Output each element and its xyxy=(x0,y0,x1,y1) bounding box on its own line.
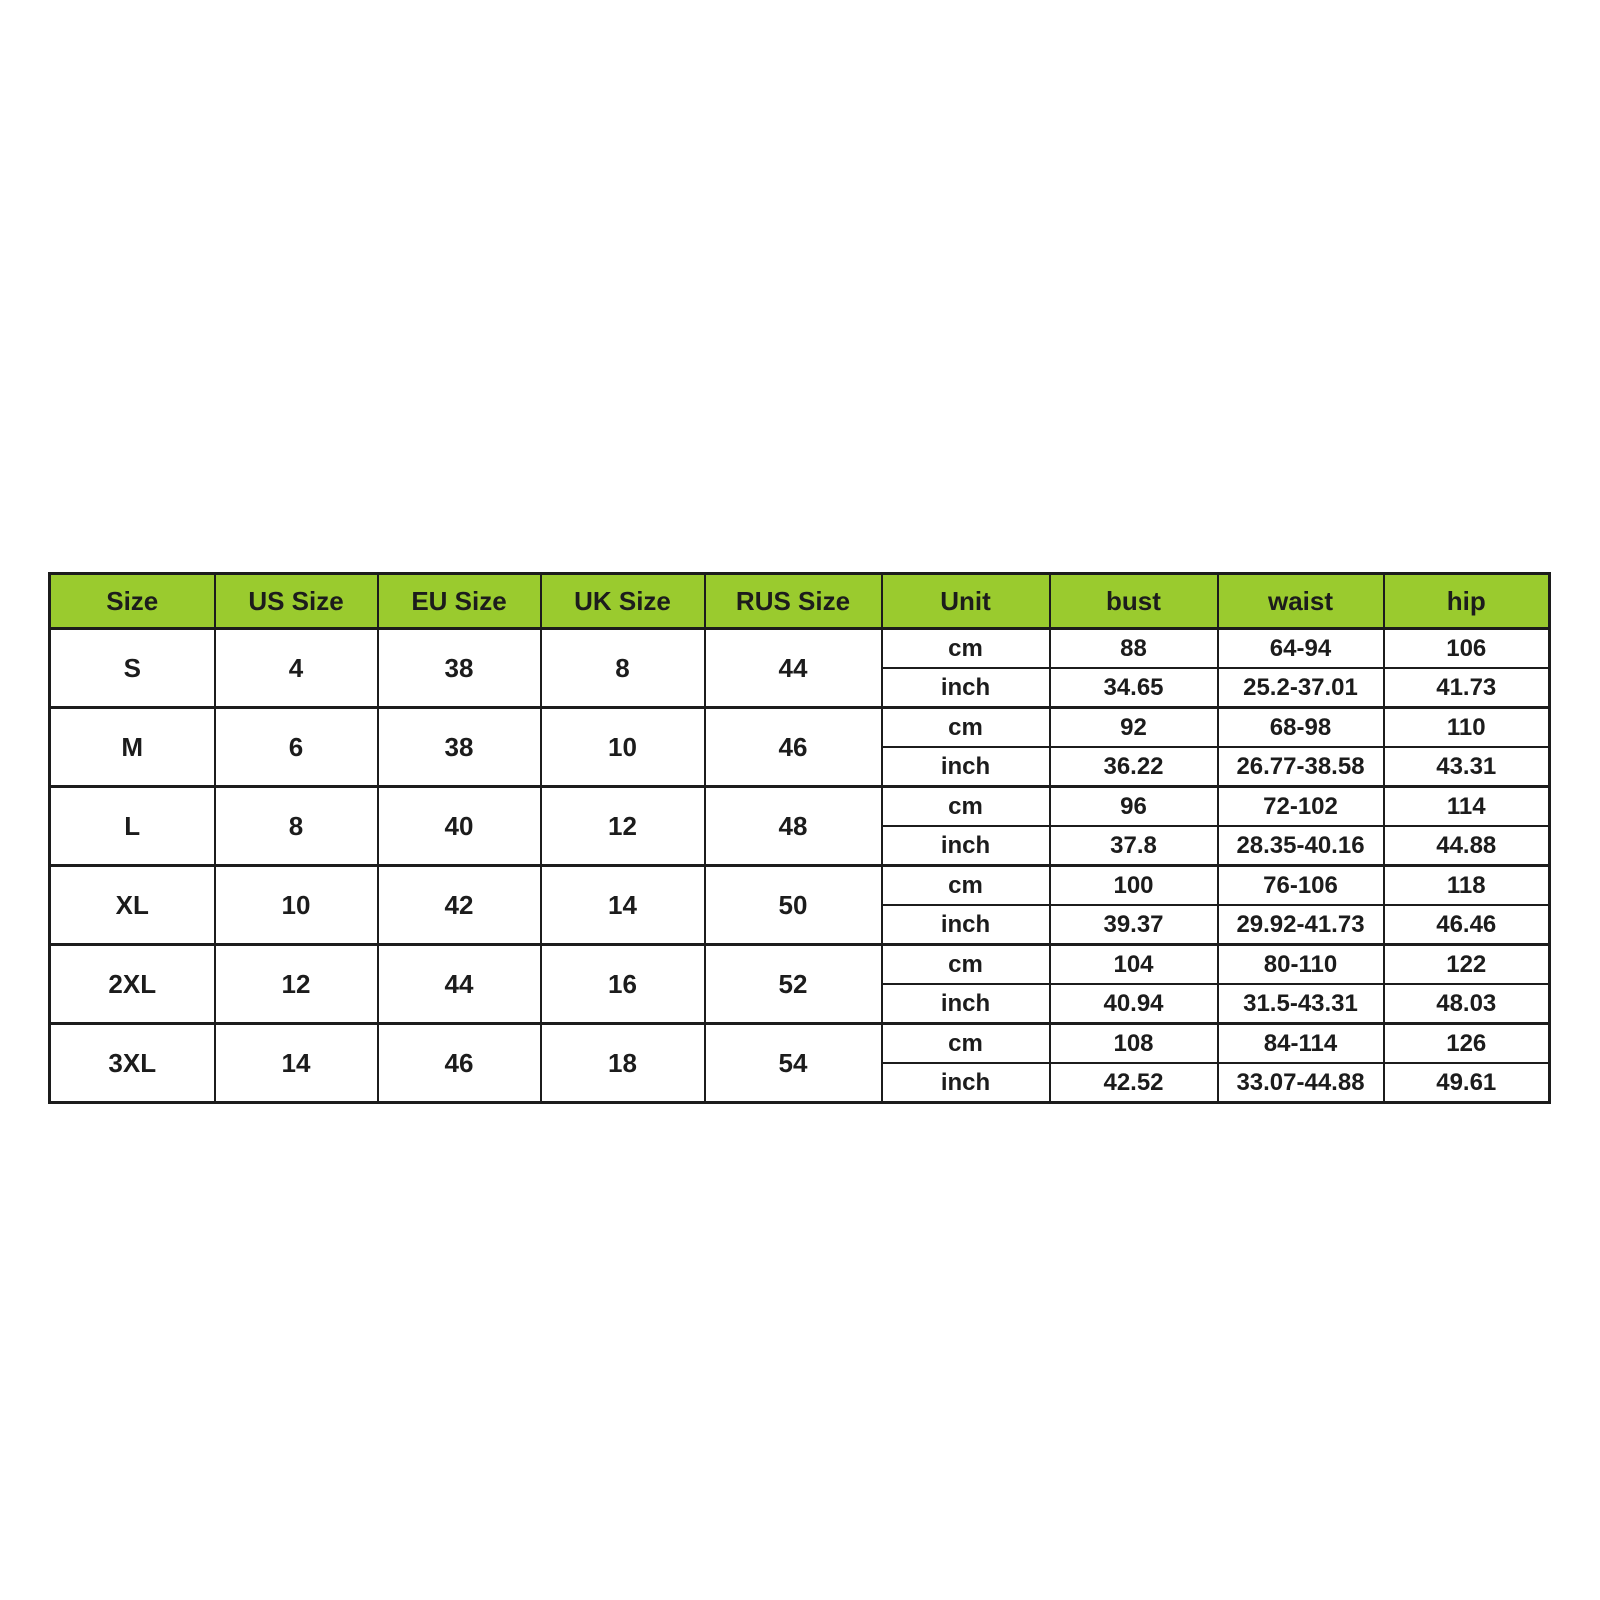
hip-inch-cell: 43.31 xyxy=(1384,747,1550,787)
header-us-size: US Size xyxy=(215,574,378,629)
size-cell: S xyxy=(50,629,215,708)
waist-inch-cell: 26.77-38.58 xyxy=(1218,747,1384,787)
header-uk-size: UK Size xyxy=(541,574,705,629)
hip-inch-cell: 49.61 xyxy=(1384,1063,1550,1103)
rus-size-cell: 46 xyxy=(705,708,882,787)
us-size-cell: 4 xyxy=(215,629,378,708)
waist-cm-cell: 80-110 xyxy=(1218,945,1384,985)
us-size-cell: 14 xyxy=(215,1024,378,1103)
eu-size-cell: 42 xyxy=(378,866,541,945)
unit-cm-label: cm xyxy=(882,629,1050,669)
hip-cm-cell: 114 xyxy=(1384,787,1550,827)
unit-inch-label: inch xyxy=(882,1063,1050,1103)
table-row xyxy=(50,1024,1550,1064)
rus-size-cell: 54 xyxy=(705,1024,882,1103)
hip-cm-cell: 118 xyxy=(1384,866,1550,906)
hip-inch-cell: 44.88 xyxy=(1384,826,1550,866)
size-cell: 3XL xyxy=(50,1024,215,1103)
eu-size-cell: 40 xyxy=(378,787,541,866)
header-waist: waist xyxy=(1218,574,1384,629)
unit-inch-label: inch xyxy=(882,984,1050,1024)
bust-cm-cell: 96 xyxy=(1050,787,1218,827)
header-unit: Unit xyxy=(882,574,1050,629)
unit-cm-label: cm xyxy=(882,945,1050,985)
uk-size-cell: 12 xyxy=(541,787,705,866)
bust-inch-cell: 40.94 xyxy=(1050,984,1218,1024)
waist-cm-cell: 68-98 xyxy=(1218,708,1384,748)
header-bust: bust xyxy=(1050,574,1218,629)
header-rus-size: RUS Size xyxy=(705,574,882,629)
waist-cm-cell: 84-114 xyxy=(1218,1024,1384,1064)
unit-inch-label: inch xyxy=(882,905,1050,945)
waist-cm-cell: 76-106 xyxy=(1218,866,1384,906)
bust-inch-cell: 34.65 xyxy=(1050,668,1218,708)
uk-size-cell: 8 xyxy=(541,629,705,708)
eu-size-cell: 38 xyxy=(378,708,541,787)
eu-size-cell: 46 xyxy=(378,1024,541,1103)
bust-cm-cell: 100 xyxy=(1050,866,1218,906)
rus-size-cell: 48 xyxy=(705,787,882,866)
waist-inch-cell: 33.07-44.88 xyxy=(1218,1063,1384,1103)
unit-inch-label: inch xyxy=(882,668,1050,708)
size-cell: XL xyxy=(50,866,215,945)
hip-inch-cell: 41.73 xyxy=(1384,668,1550,708)
size-chart-table xyxy=(48,572,1551,1104)
us-size-cell: 6 xyxy=(215,708,378,787)
table-row xyxy=(50,866,1550,906)
unit-cm-label: cm xyxy=(882,787,1050,827)
header-eu-size: EU Size xyxy=(378,574,541,629)
hip-inch-cell: 46.46 xyxy=(1384,905,1550,945)
rus-size-cell: 50 xyxy=(705,866,882,945)
hip-cm-cell: 106 xyxy=(1384,629,1550,669)
unit-cm-label: cm xyxy=(882,866,1050,906)
us-size-cell: 8 xyxy=(215,787,378,866)
waist-inch-cell: 31.5-43.31 xyxy=(1218,984,1384,1024)
waist-inch-cell: 25.2-37.01 xyxy=(1218,668,1384,708)
hip-cm-cell: 122 xyxy=(1384,945,1550,985)
waist-inch-cell: 29.92-41.73 xyxy=(1218,905,1384,945)
uk-size-cell: 16 xyxy=(541,945,705,1024)
table-row xyxy=(50,629,1550,669)
bust-cm-cell: 108 xyxy=(1050,1024,1218,1064)
unit-inch-label: inch xyxy=(882,826,1050,866)
table-row xyxy=(50,945,1550,985)
header-row xyxy=(50,574,1550,629)
waist-cm-cell: 64-94 xyxy=(1218,629,1384,669)
unit-inch-label: inch xyxy=(882,747,1050,787)
size-cell: L xyxy=(50,787,215,866)
hip-inch-cell: 48.03 xyxy=(1384,984,1550,1024)
unit-cm-label: cm xyxy=(882,708,1050,748)
size-cell: M xyxy=(50,708,215,787)
eu-size-cell: 38 xyxy=(378,629,541,708)
rus-size-cell: 44 xyxy=(705,629,882,708)
unit-cm-label: cm xyxy=(882,1024,1050,1064)
eu-size-cell: 44 xyxy=(378,945,541,1024)
waist-inch-cell: 28.35-40.16 xyxy=(1218,826,1384,866)
bust-cm-cell: 104 xyxy=(1050,945,1218,985)
table-row xyxy=(50,787,1550,827)
header-hip: hip xyxy=(1384,574,1550,629)
uk-size-cell: 14 xyxy=(541,866,705,945)
header-size: Size xyxy=(50,574,215,629)
bust-cm-cell: 92 xyxy=(1050,708,1218,748)
bust-inch-cell: 37.8 xyxy=(1050,826,1218,866)
us-size-cell: 10 xyxy=(215,866,378,945)
waist-cm-cell: 72-102 xyxy=(1218,787,1384,827)
table-row xyxy=(50,708,1550,748)
bust-inch-cell: 39.37 xyxy=(1050,905,1218,945)
size-cell: 2XL xyxy=(50,945,215,1024)
rus-size-cell: 52 xyxy=(705,945,882,1024)
hip-cm-cell: 126 xyxy=(1384,1024,1550,1064)
uk-size-cell: 10 xyxy=(541,708,705,787)
bust-inch-cell: 36.22 xyxy=(1050,747,1218,787)
hip-cm-cell: 110 xyxy=(1384,708,1550,748)
uk-size-cell: 18 xyxy=(541,1024,705,1103)
bust-inch-cell: 42.52 xyxy=(1050,1063,1218,1103)
us-size-cell: 12 xyxy=(215,945,378,1024)
bust-cm-cell: 88 xyxy=(1050,629,1218,669)
